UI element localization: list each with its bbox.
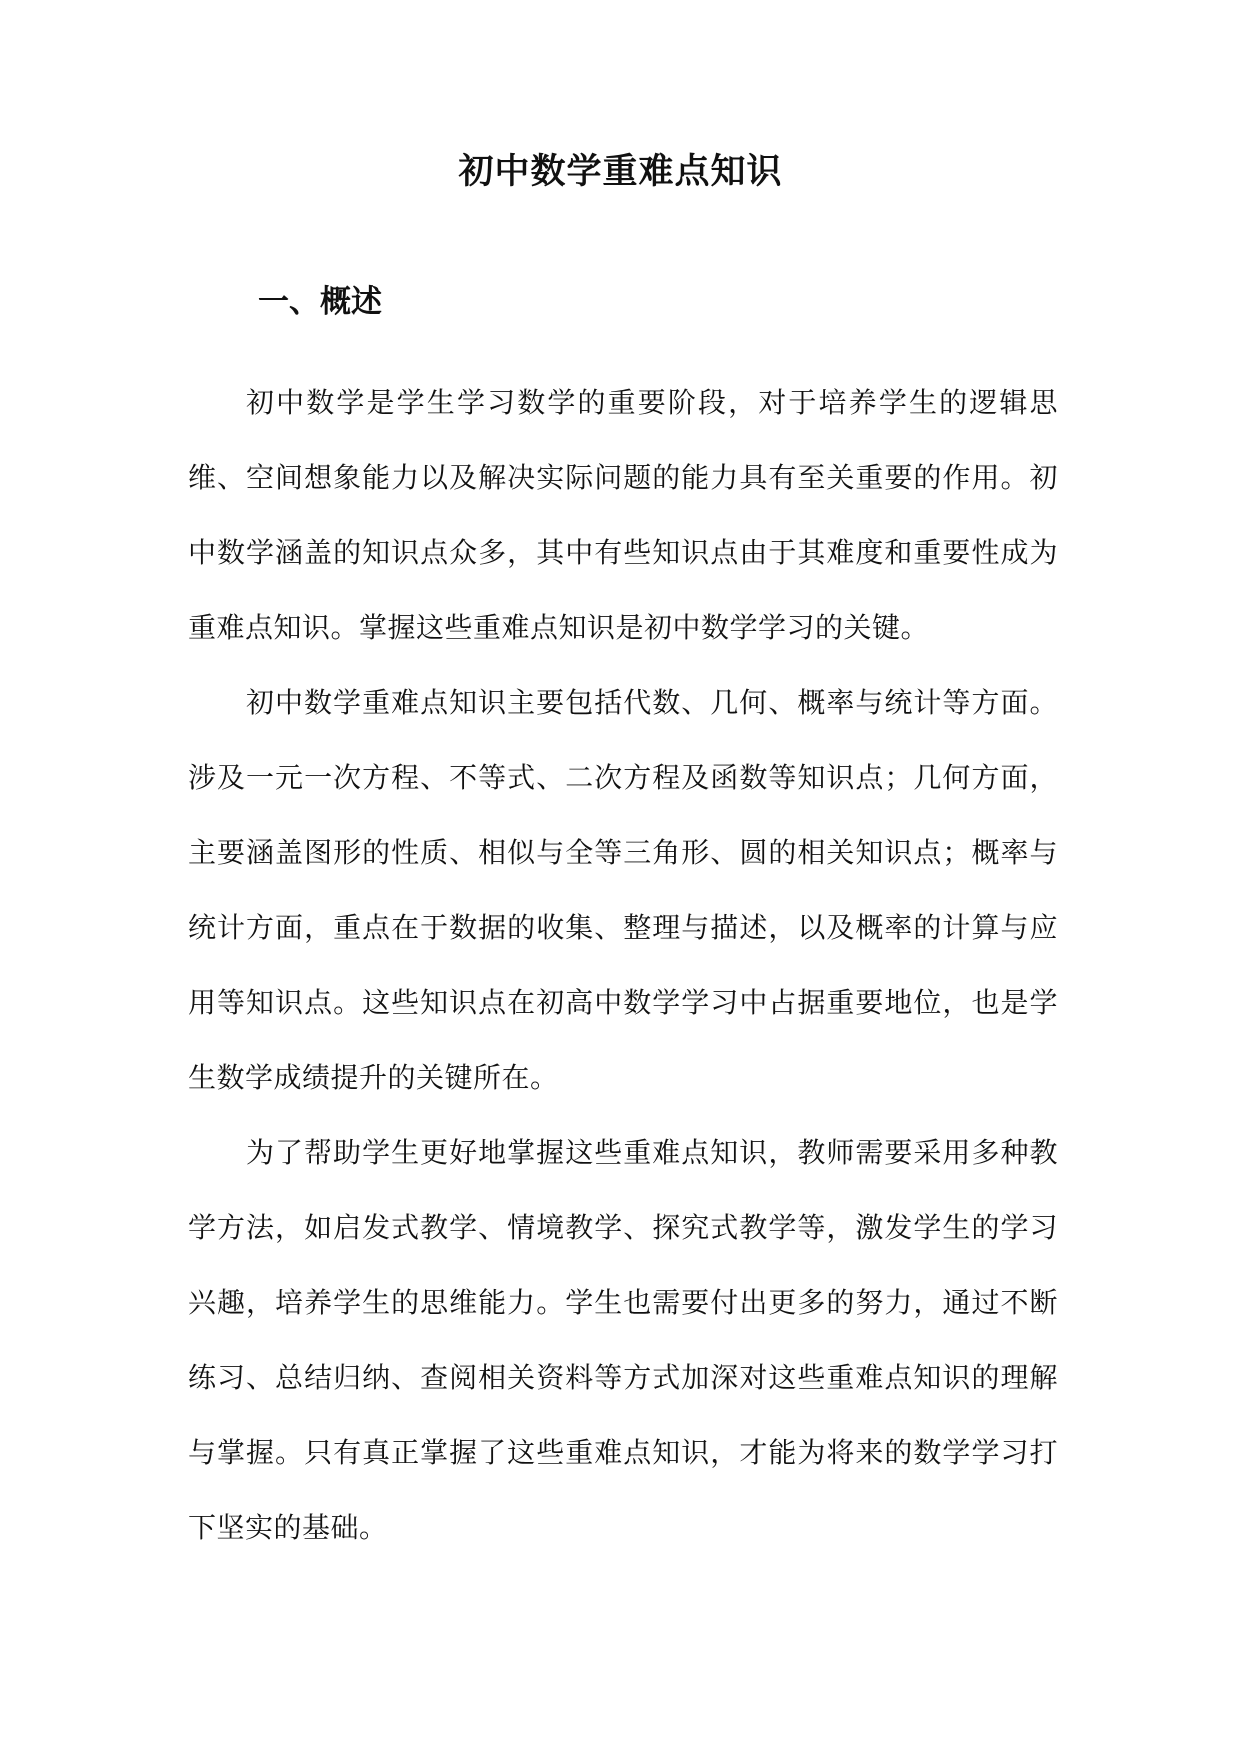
document-title: 初中数学重难点知识 [458, 151, 783, 192]
section-body [188, 365, 1058, 1565]
paragraph-3: 为了帮助学生更好地掌握这些重难点知识，教师需要采用多种教学方法，如启发式教学、情境教学、探究式教学等，激发学生的学习兴趣，培养学生的思维能力。学生也需要付出更多的努力，通过不断练习、总结归纳、查阅相关资料等方式加深对这些重难点知识的理解与掌握。只有真正掌握了这些重难点知识，才能为将来的数学学习打下坚实的基础。 [188, 1136, 1058, 1544]
paragraph-1: 初中数学是学生学习数学的重要阶段，对于培养学生的逻辑思维、空间想象能力以及解决实际问题的能力具有至关重要的作用。初中数学涵盖的知识点众多，其中有些知识点由于其难度和重要性成为重难点知识。掌握这些重难点知识是初中数学学习的关键。 [188, 386, 1058, 644]
paragraph-2: 初中数学重难点知识主要包括代数、几何、概率与统计等方面。涉及一元一次方程、不等式、二次方程及函数等知识点；几何方面，主要涵盖图形的性质、相似与全等三角形、圆的相关知识点；概率与统计方面，重点在于数据的收集、整理与描述，以及概率的计算与应用等知识点。这些知识点在初高中数学学习中占据重要地位，也是学生数学成绩提升的关键所在。 [188, 686, 1058, 1094]
section-heading: 一、概述 [258, 284, 382, 320]
